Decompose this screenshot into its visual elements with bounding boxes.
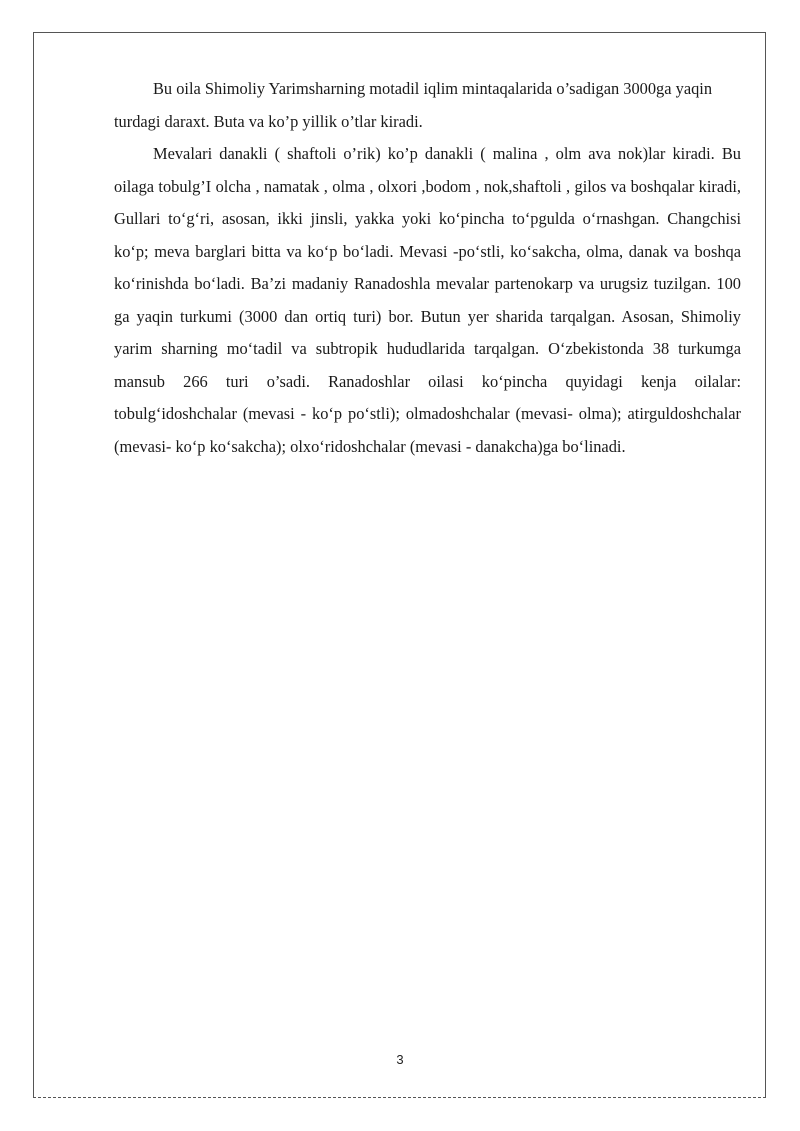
page-number: 3 [396,1052,404,1067]
paragraph-intro: Bu oila Shimoliy Yarimsharning motadil iqlim mintaqalarida o’sadigan 3000ga yaqin turdagi daraxt. Buta va ko’p yillik o’tlar kiradi. [114,79,713,131]
document-body [114,73,741,463]
paragraph-fruits: Mevalari danakli ( shaftoli o’rik) ko’p danakli ( malina , olm ava nok)lar kiradi. Bu oilaga tobulg’I olcha , namatak , olma , olxori ,bodom , nok,shaftoli , gilos va boshqalar kiradi, Gullari to‘g‘ri, asosan, ikki jinsli, yakka yoki ko‘pincha to‘pgulda o‘rnashgan. Changchisi ko‘p; meva barglari bitta va ko‘p bo‘ladi. Mevasi -po‘stli, ko‘sakcha, olma, danak va boshqa ko‘rinishda bo‘ladi. Ba’zi madaniy Ranadoshla mevalar partenokarp va urugsiz tuzilgan. 100 ga yaqin turkumi (3000 dan ortiq turi) bor. Butun yer sharida tarqalgan. Asosan, Shimoliy yarim sharning mo‘tadil va subtropik hududlarida tarqalgan. O‘zbekistonda 38 turkumga mansub 266 turi o’sadi. Ranadoshlar oilasi ko‘pincha quyidagi kenja oilalar: tobulg‘idoshchalar (mevasi - ko‘p po‘stli); olmadoshchalar (mevasi- olma); atirguldoshchalar (mevasi- ko‘p ko‘sakcha); olxo‘ridoshchalar (mevasi - danakcha)ga bo‘linadi. [114,144,741,456]
